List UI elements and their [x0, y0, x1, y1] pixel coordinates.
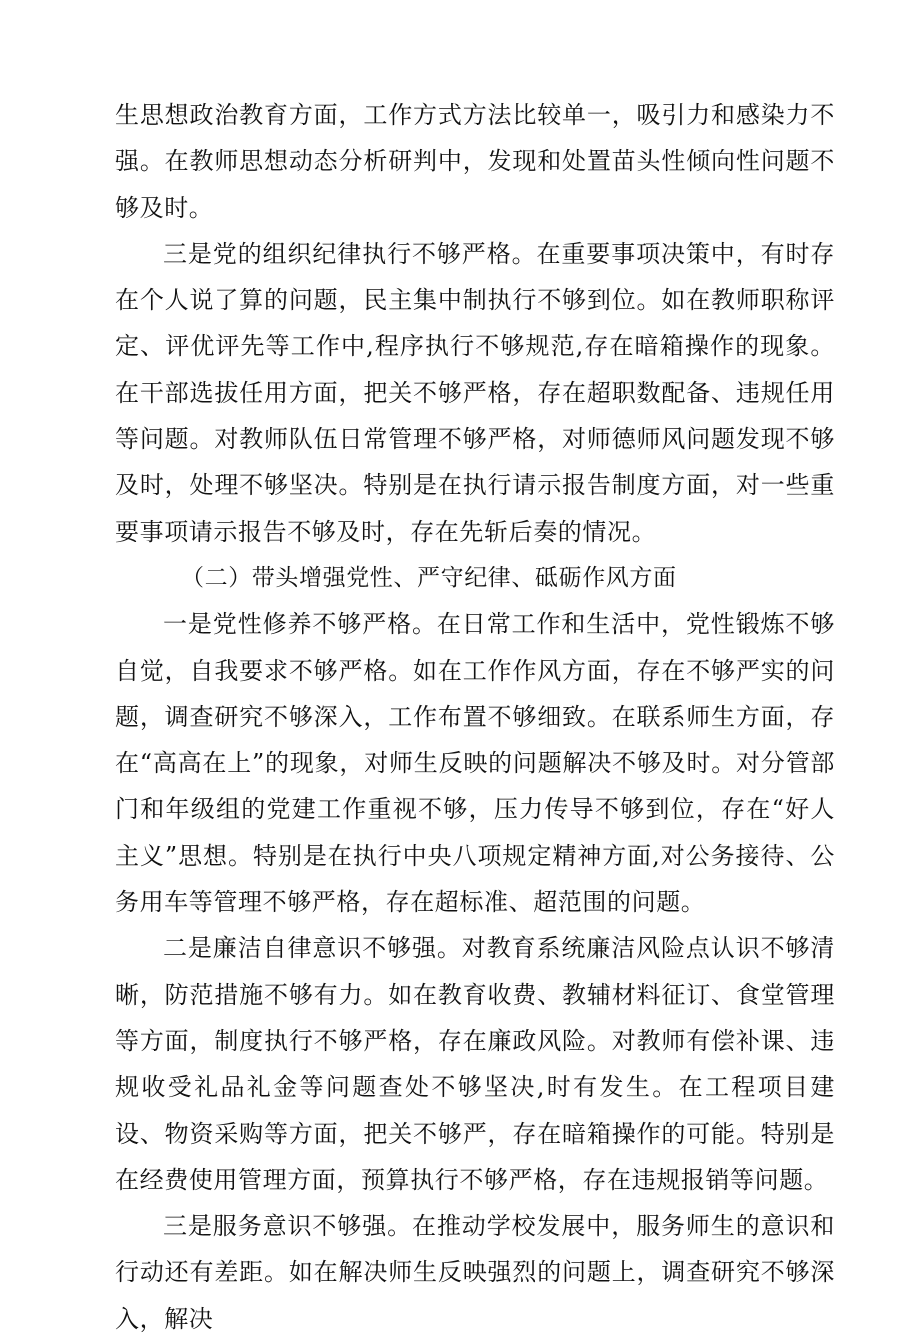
paragraph-integrity-self-discipline: 二是廉洁自律意识不够强。对教育系统廉洁风险点认识不够清晰，防范措施不够有力。如在教育收费、教辅材料征订、食堂管理等方面，制度执行不够严格，存在廉政风险。对教师有偿补课、违规收受礼品礼金等问题查处不够坚决,时有发生。在工程项目建设、物资采购等方面，把关不够严，存在暗箱操作的可能。特别是在经费使用管理方面，预算执行不够严格，存在违规报销等问题。: [115, 934, 835, 1194]
document-body: [115, 92, 835, 1342]
paragraph-service-awareness: 三是服务意识不够强。在推动学校发展中，服务师生的意识和行动还有差距。如在解决师生反映强烈的问题上，调查研究不够深入，解决: [115, 1212, 835, 1333]
paragraph-organizational-discipline: 三是党的组织纪律执行不够严格。在重要事项决策中，有时存在个人说了算的问题，民主集中制执行不够到位。如在教师职称评定、评优评先等工作中,程序执行不够规范,存在暗箱操作的现象。在干部选拔任用方面，把关不够严格，存在超职数配备、违规任用等问题。对教师队伍日常管理不够严格，对师德师风问题发现不够及时，处理不够坚决。特别是在执行请示报告制度方面，对一些重要事项请示报告不够及时，存在先斩后奏的情况。: [115, 239, 835, 546]
paragraph-continued-political-education: 生思想政治教育方面，工作方式方法比较单一，吸引力和感染力不强。在教师思想动态分析研判中，发现和处置苗头性倾向性问题不够及时。: [115, 101, 835, 222]
paragraph-party-cultivation: 一是党性修养不够严格。在日常工作和生活中，党性锻炼不够自觉，自我要求不够严格。如在工作作风方面，存在不够严实的问题，调查研究不够深入，工作布置不够细致。在联系师生方面，存在“高高在上”的现象，对师生反映的问题解决不够及时。对分管部门和年级组的党建工作重视不够，压力传导不够到位，存在“好人主义”思想。特别是在执行中央八项规定精神方面,对公务接待、公务用车等管理不够严格，存在超标准、超范围的问题。: [115, 610, 835, 917]
section-heading-party-spirit: （二）带头增强党性、严守纪律、砥砺作风方面: [181, 564, 677, 591]
